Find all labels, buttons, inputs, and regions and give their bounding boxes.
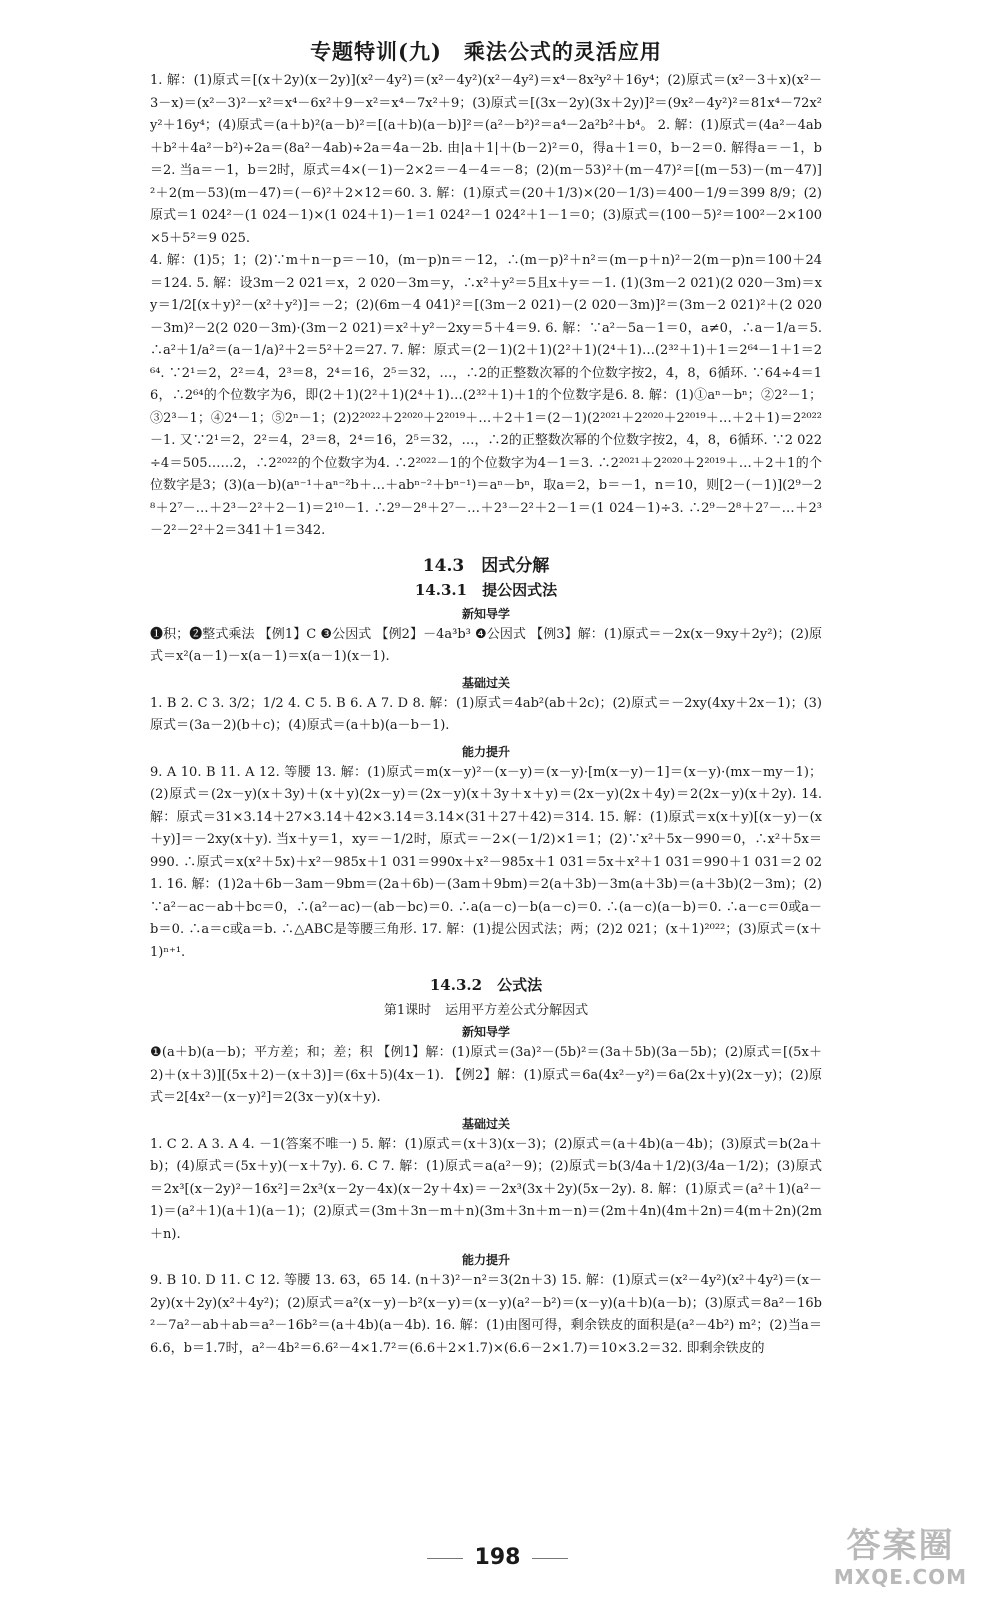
basic-answers: 1. B 2. C 3. 3/2；1/2 4. C 5. B 6. A 7. D 8. 解：(1)原式＝4ab²(ab＋2c)；(2)原式＝－2xy(4xy＋2x－1)；(3)原式＝(3a－2)(b＋c)；(4)原式＝(a＋b)(a－b－1). [150,695,822,733]
answer-paragraph-1: 1. 解：(1)原式＝[(x＋2y)(x－2y)](x²－4y²)＝(x²－4y²)(x²－4y²)＝x⁴－8x²y²＋16y⁴；(2)原式＝(x²－3＋x)(x²－3－x)＝(x²－3)²－x²＝x⁴－6x²＋9－x²＝x⁴－7x²＋9；(3)原式＝[(3x－2y)(3x＋2y)]²＝(9x²－4y²)²＝81x⁴－72x²y²＋16y⁴；(4)原式＝(a＋b)²(a－b)²＝[(a＋b)(a－b)]²＝(a²－b²)²＝a⁴－2a²b²＋b⁴。 2. 解：(1)原式＝(4a²－4ab＋b²＋4a²－b²)÷2a＝(8a²－4ab)÷2a＝4a－2b. 由|a＋1|＋(b－2)²＝0，得a＋1＝0，b－2＝0. 解得a＝－1，b＝2. 当a＝－1，b＝2时，原式＝4×(－1)－2×2＝－4－4＝－8；(2)(m－53)²＋(m－47)²＝[(m－53)－(m－47)]²＋2(m－53)(m－47)＝(－6)²＋2×12＝60. 3. 解：(1)原式＝(20＋1/3)×(20－1/3)＝400－1/9＝399 8/9；(2)原式＝1 024²－(1 024－1)×(1 024＋1)－1＝1 024²－1 024²＋1－1＝0；(3)原式＝(100－5)²＝100²－2×100×5＋5²＝9 025. [150,73,823,246]
page-number-dash-left [427,1558,463,1559]
new-knowledge-answers: ❶积；❷整式乘法 【例1】C ❸公因式 【例2】－4a³b³ ❹公因式 【例3】解：(1)原式＝－2x(x－9xy＋2y²)；(2)原式＝x²(a－1)－x(a－1)＝x(a－1)(x－1). [150,626,822,664]
page-title: 专题特训(九) 乘法公式的灵活应用 [310,39,662,64]
lesson-title: 第1课时 运用平方差公式分解因式 [383,1003,589,1018]
new-knowledge-answers-2: ❶(a＋b)(a－b)；平方差；和；差；积 【例1】解：(1)原式＝(3a)²－(5b)²＝(3a＋5b)(3a－5b)；(2)原式＝[(5x＋2)＋(x＋3)][(5x＋2)－(x＋3)]＝(6x＋5)(4x－1). 【例2】解：(1)原式＝6a(4x²－y²)＝6a(2x＋y)(2x－y)；(2)原式＝2[4x²－(x－y)²]＝2(3x－y)(x＋y). [150,1045,822,1105]
tag-basic-2: 基础过关 [461,1116,510,1131]
tag-new-knowledge: 新知导学 [461,606,510,621]
tag-advanced-2: 能力提升 [461,1253,510,1267]
advanced-answers: 9. A 10. B 11. A 12. 等腰 13. 解：(1)原式＝m(x－y)²－(x－y)＝(x－y)·[m(x－y)－1]＝(x－y)·(mx－my－1)；(2)原式＝(2x－y)(x＋3y)＋(x＋y)(2x－y)＝(2x－y)(x＋3y＋x＋y)＝(2x－y)(2x＋4y)＝2(2x－y)(x＋2y). 14. 解：原式＝31×3.14＋27×3.14＋42×3.14＝3.14×(31＋27＋42)＝314. 15. 解：(1)原式＝x(x＋y)[(x－y)－(x＋y)]＝－2xy(x＋y). 当x＋y＝1，xy＝－1/2时，原式＝－2×(－1/2)×1＝1；(2)∵x²＋5x－990＝0，∴x²＋5x＝990. ∴原式＝x(x²＋5x)＋x²－985x＋1 031＝990x＋x²－985x＋1 031＝5x＋x²＋1 031＝990＋1 031＝2 021. 16. 解：(1)2a＋6b－3am－9bm＝(2a＋6b)－(3am＋9bm)＝2(a＋3b)－3m(a＋3b)＝(a＋3b)(2－3m)；(2)∵a²－ac－ab＋bc＝0，∴(a²－ac)－(ab－bc)＝0. ∴a(a－c)－b(a－c)＝0. ∴(a－c)(a－b)＝0. ∴a－c＝0或a－b＝0. ∴a＝c或a＝b. ∴△ABC是等腰三角形. 17. 解：(1)提公因式法；两；(2)2 021；(x＋1)²⁰²²；(3)原式＝(x＋1)ⁿ⁺¹. [150,764,822,960]
answer-paragraph-2: 4. 解：(1)5；1；(2)∵m＋n－p＝－10，(m－p)n＝－12，∴(m－p)²＋n²＝(m－p＋n)²－2(m－p)n＝100＋24＝124. 5. 解：设3m－2 021＝x，2 020－3m＝y，∴x²＋y²＝5且x＋y＝－1. (1)(3m－2 021)(2 020－3m)＝xy＝1/2[(x＋y)²－(x²＋y²)]＝－2；(2)(6m－4 041)²＝[(3m－2 021)－(2 020－3m)]²＝(3m－2 021)²＋(2 020－3m)²－2(2 020－3m)·(3m－2 021)＝x²＋y²－2xy＝5＋4＝9. 6. 解：∵a²－5a－1＝0，a≠0，∴a－1/a＝5. ∴a²＋1/a²＝(a－1/a)²＋2＝5²＋2＝27. 7. 解：原式＝(2－1)(2＋1)(2²＋1)(2⁴＋1)…(2³²＋1)＋1＝2⁶⁴－1＋1＝2⁶⁴. ∵2¹＝2，2²＝4，2³＝8，2⁴＝16，2⁵＝32，…，∴2的正整数次幂的个位数字按2，4，8，6循环. ∵64÷4＝16，∴2⁶⁴的个位数字为6，即(2＋1)(2²＋1)(2⁴＋1)…(2³²＋1)＋1的个位数字是6. 8. 解：(1)①aⁿ－bⁿ；②2²－1；③2³－1；④2⁴－1；⑤2ⁿ－1；(2)2²⁰²²＋2²⁰²⁰＋2²⁰¹⁹＋…＋2＋1＝(2－1)(2²⁰²¹＋2²⁰²⁰＋2²⁰¹⁹＋…＋2＋1)＝2²⁰²²－1. 又∵2¹＝2，2²＝4，2³＝8，2⁴＝16，2⁵＝32，…，∴2的正整数次幂的个位数字按2，4，8，6循环. ∵2 022÷4＝505……2，∴2²⁰²²的个位数字为4. ∴2²⁰²²－1的个位数字为4－1＝3. ∴2²⁰²¹＋2²⁰²⁰＋2²⁰¹⁹＋…＋2＋1的个位数字是3；(3)(a－b)(aⁿ⁻¹＋aⁿ⁻²b＋…＋abⁿ⁻²＋bⁿ⁻¹)＝aⁿ－bⁿ，取a＝2，b＝－1，n＝10，则[2－(－1)](2⁹－2⁸＋2⁷－…＋2³－2²＋2－1)＝2¹⁰－1. ∴2⁹－2⁸＋2⁷－…＋2³－2²＋2－1＝(1 024－1)÷3. ∴2⁹－2⁸＋2⁷－…＋2³－2²－2²＋2＝341＋1＝342. [150,253,822,538]
page-number-dash-right [532,1558,568,1559]
advanced-answers-2: 9. B 10. D 11. C 12. 等腰 13. 63，65 14. (n＋3)²－n²＝3(2n＋3) 15. 解：(1)原式＝(x²－4y²)(x²＋4y²)＝(x－2y)(x＋2y)(x²＋4y²)；(2)原式＝a²(x－y)－b²(x－y)＝(x－y)(a²－b²)＝(x－y)(a＋b)(a－b)；(3)原式＝8a²－16b²－7a²－ab＋ab＝a²－16b²＝(a＋4b)(a－4b). 16. 解：(1)由图可得，剩余铁皮的面积是(a²－4b²) m²；(2)当a＝6.6，b＝1.7时，a²－4b²＝6.6²－4×1.7²＝(6.6＋2×1.7)×(6.6－2×1.7)＝10×3.2＝32. 即剩余铁皮的 [150,1273,822,1356]
page-number: 198 [0,1545,995,1570]
tag-new-knowledge-2: 新知导学 [461,1025,510,1039]
basic-answers-2: 1. C 2. A 3. A 4. －1(答案不唯一) 5. 解：(1)原式＝(x＋3)(x－3)；(2)原式＝(a＋4b)(a－4b)；(3)原式＝b(2a＋b)；(4)原式＝(5x＋y)(－x＋7y). 6. C 7. 解：(1)原式＝a(a²－9)；(2)原式＝b(3/4a＋1/2)(3/4a－1/2)；(3)原式＝2x³[(x－2y)²－16x²]＝2x³(x－2y－4x)(x－2y＋4x)＝－2x³(3x＋2y)(5x－2y). 8. 解：(1)原式＝(a²＋1)(a²－1)＝(a²＋1)(a＋1)(a－1)；(2)原式＝(3m＋3n－m＋n)(3m＋3n＋m－n)＝(2m＋4n)(4m＋2n)＝4(m＋2n)(2m＋n). [150,1136,822,1242]
tag-basic: 基础过关 [461,675,510,690]
subsection-title-14-3-2: 14.3.2 公式法 [429,976,543,994]
tag-advanced: 能力提升 [461,744,510,759]
watermark-logo: 答案圈 MXQE.COM [833,1526,968,1589]
answer-page [150,30,822,1360]
subsection-title-14-3-1: 14.3.1 提公因式法 [414,580,558,599]
section-title: 14.3 因式分解 [422,555,550,576]
